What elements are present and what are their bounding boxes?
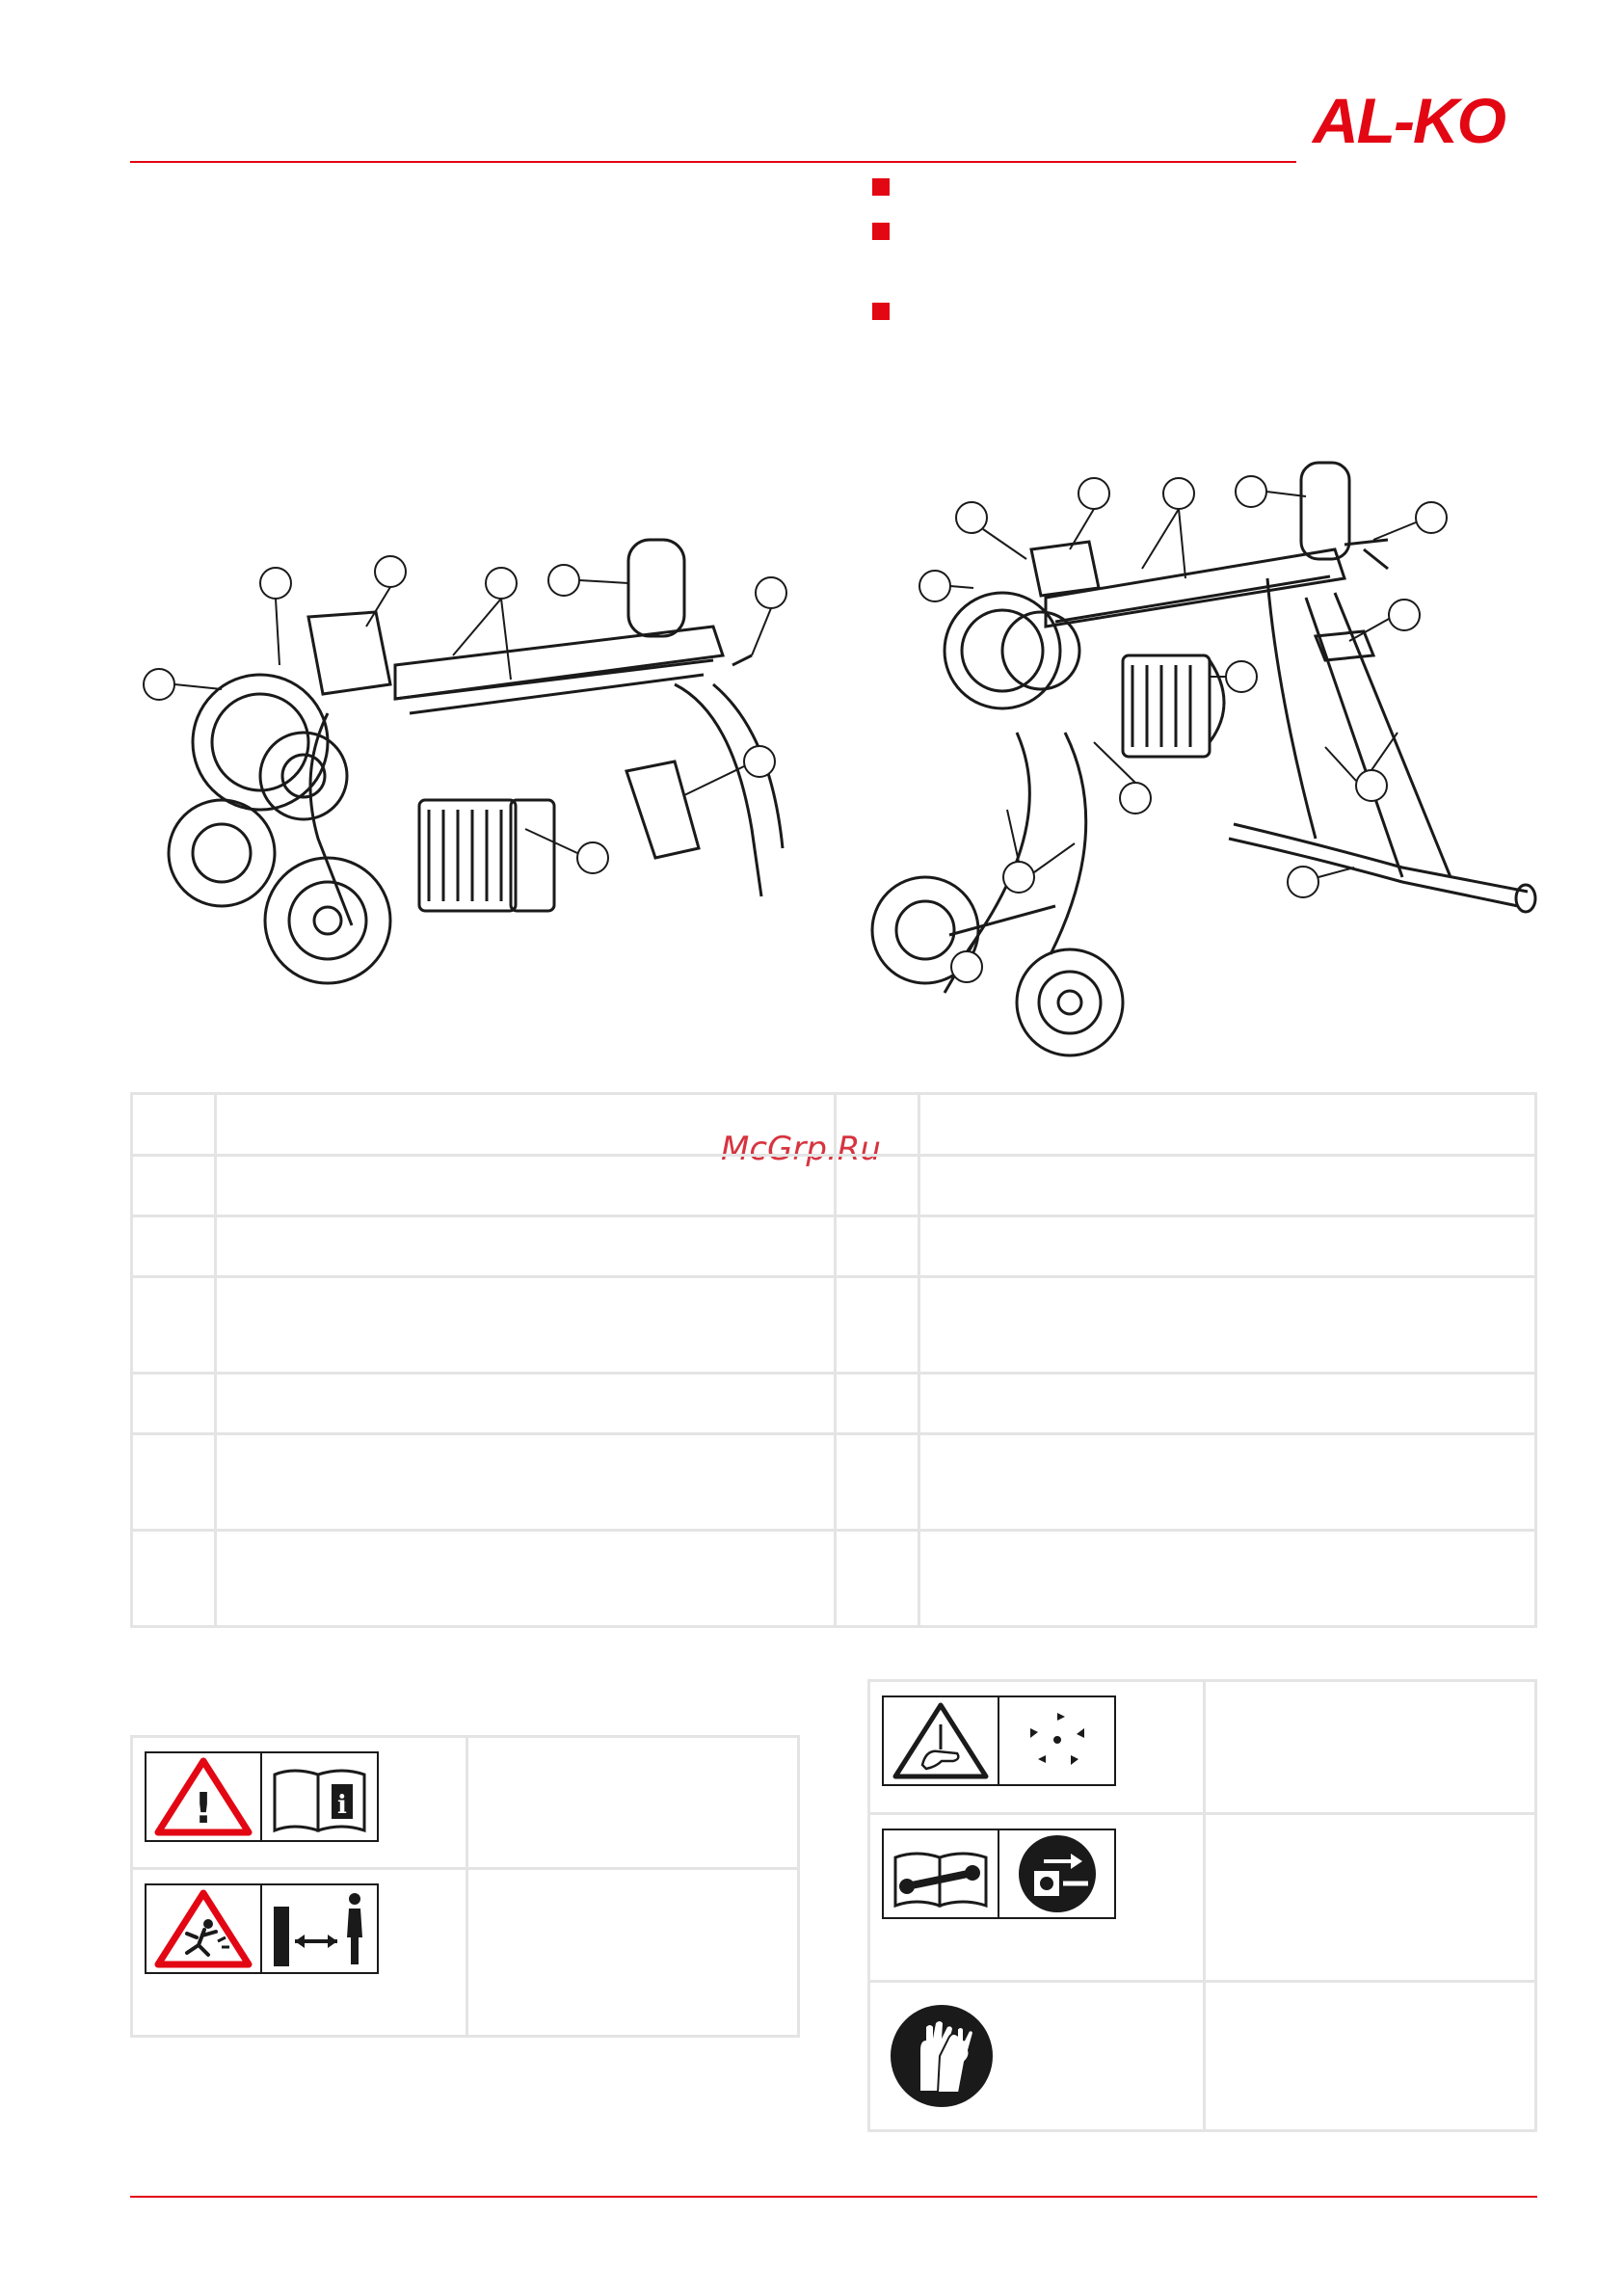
part-number-cell <box>836 1374 919 1434</box>
part-name-cell <box>919 1216 1536 1277</box>
table-row <box>132 1531 1536 1627</box>
symbol-row <box>132 1737 799 1869</box>
gloves-icon <box>888 2002 996 2110</box>
unplug-icon <box>1019 1835 1096 1912</box>
part-number-cell <box>132 1374 216 1434</box>
symbols-table-left <box>130 1735 800 2038</box>
bullet-1 <box>872 178 890 196</box>
table-row <box>132 1094 1536 1156</box>
table-row <box>132 1434 1536 1531</box>
symbol-icons-cell <box>869 1982 1205 2131</box>
symbol-text-cell <box>1205 1681 1536 1814</box>
part-name-cell <box>919 1531 1536 1627</box>
part-name-cell <box>216 1531 836 1627</box>
part-name-cell <box>919 1434 1536 1531</box>
part-name-cell <box>216 1094 836 1156</box>
part-number-cell <box>132 1156 216 1216</box>
part-number-cell <box>836 1094 919 1156</box>
parts-table <box>130 1092 1537 1628</box>
right-machine-illustration <box>863 453 1557 1060</box>
part-name-cell <box>919 1156 1536 1216</box>
bullet-2 <box>872 223 890 240</box>
symbol-row <box>132 1869 799 2037</box>
part-number-cell <box>836 1216 919 1277</box>
part-name-cell <box>919 1374 1536 1434</box>
symbol-icons-cell <box>132 1869 467 2037</box>
symbol-text-cell <box>467 1869 799 2037</box>
part-number-cell <box>836 1277 919 1374</box>
bullet-3 <box>872 303 890 320</box>
flying-debris-warning-icon <box>145 1883 380 1974</box>
symbol-icons-cell <box>132 1737 467 1869</box>
symbol-row <box>869 1814 1536 1982</box>
left-machine-illustration <box>135 521 810 1002</box>
header-rule <box>130 161 1296 163</box>
table-row <box>132 1277 1536 1374</box>
symbol-text-cell <box>1205 1814 1536 1982</box>
svg-text:i: i <box>337 1791 347 1820</box>
symbol-icons-cell <box>869 1681 1205 1814</box>
part-name-cell <box>216 1434 836 1531</box>
part-number-cell <box>836 1531 919 1627</box>
hand-crush-warning-icon <box>882 1695 1117 1786</box>
part-name-cell <box>216 1374 836 1434</box>
watermark: McGrp.Ru <box>721 1130 881 1168</box>
symbol-icons-cell <box>869 1814 1205 1982</box>
part-number-cell <box>132 1434 216 1531</box>
svg-text:!: ! <box>193 1784 214 1833</box>
part-number-cell <box>132 1094 216 1156</box>
alko-logo: AL-KO <box>1313 85 1504 156</box>
part-name-cell <box>216 1216 836 1277</box>
warning-triangle-icon <box>145 1751 380 1842</box>
table-row <box>132 1216 1536 1277</box>
part-name-cell <box>919 1094 1536 1156</box>
part-number-cell <box>132 1216 216 1277</box>
part-number-cell <box>836 1156 919 1216</box>
table-row <box>132 1156 1536 1216</box>
part-name-cell <box>216 1277 836 1374</box>
symbol-row <box>869 1681 1536 1814</box>
symbol-text-cell <box>467 1737 799 1869</box>
maintenance-manual-icon <box>882 1829 1117 1919</box>
symbol-row <box>869 1982 1536 2131</box>
part-number-cell <box>132 1531 216 1627</box>
symbol-text-cell <box>1205 1982 1536 2131</box>
symbols-table-right <box>867 1679 1537 2132</box>
footer-rule <box>130 2196 1537 2198</box>
part-number-cell <box>836 1434 919 1531</box>
part-name-cell <box>919 1277 1536 1374</box>
part-number-cell <box>132 1277 216 1374</box>
table-row <box>132 1374 1536 1434</box>
read-manual-icon <box>275 1771 364 1830</box>
part-name-cell <box>216 1156 836 1216</box>
